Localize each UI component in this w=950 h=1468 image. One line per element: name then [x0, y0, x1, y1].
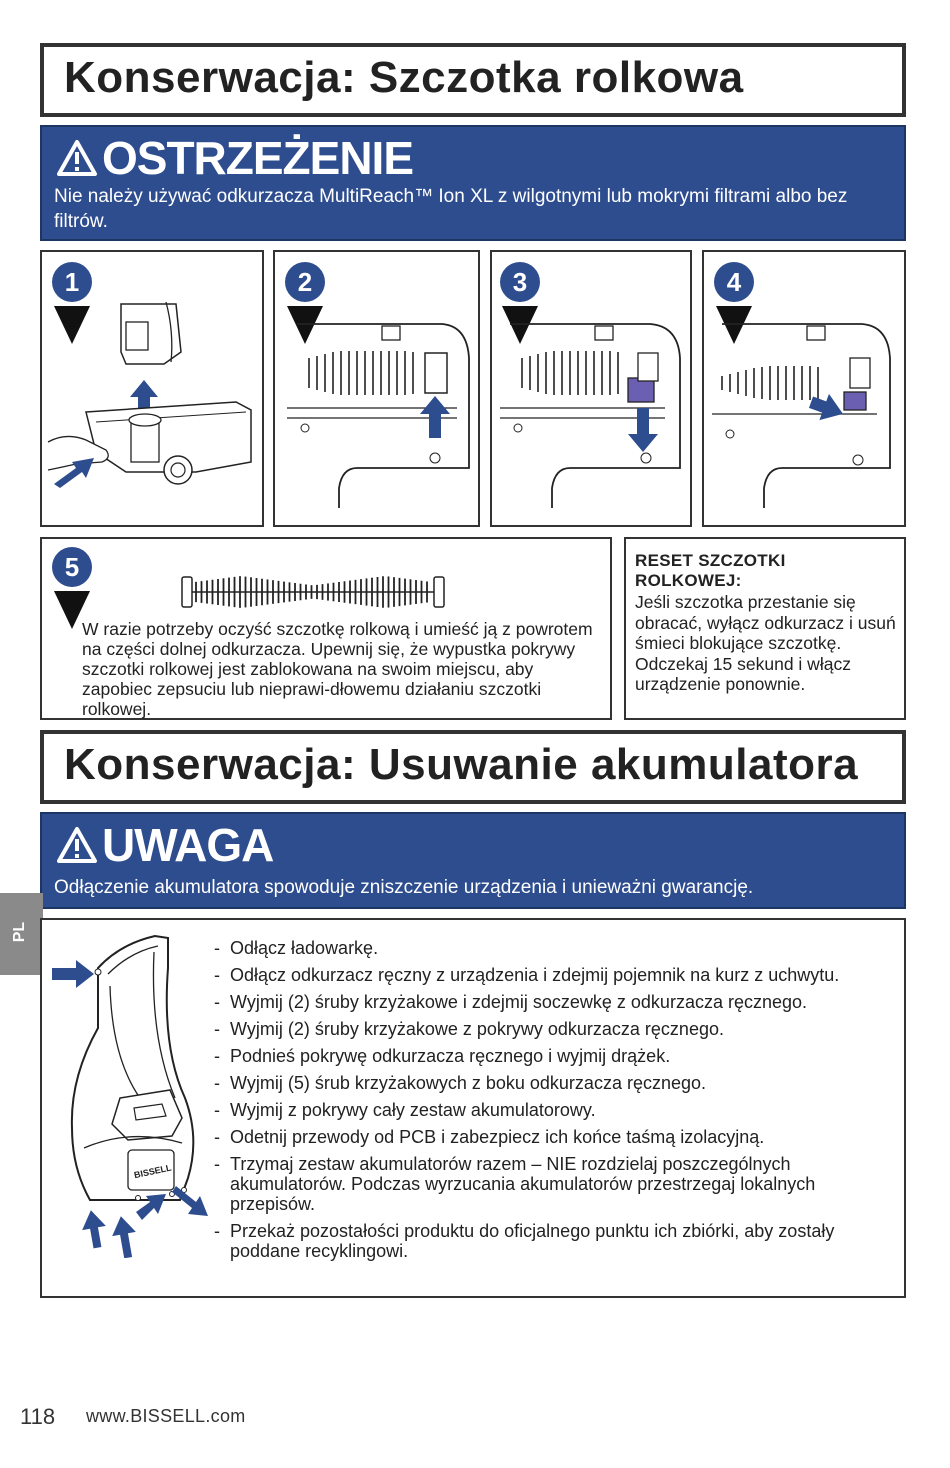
step-2-panel	[273, 250, 480, 527]
section1-title: Konserwacja: Szczotka rolkowa	[64, 53, 744, 102]
reset-heading: RESET SZCZOTKI ROLKOWEJ:	[635, 551, 786, 590]
battery-removal-panel	[40, 918, 906, 1298]
step-2-number: 2	[285, 262, 325, 302]
device-logo: BISSELL	[133, 1162, 173, 1181]
language-side-tab	[0, 893, 43, 975]
caution-heading-text: UWAGA	[102, 819, 274, 871]
instruction-item: - Odetnij przewody od PCB i zabezpiecz ich końce taśmą izolacyjną.	[214, 1127, 904, 1147]
footer-website: www.BISSELL.com	[86, 1406, 246, 1426]
battery-removal-steps	[214, 938, 904, 1268]
step-1-number: 1	[52, 262, 92, 302]
step-4-panel	[702, 250, 906, 527]
brushroll-illustration	[178, 569, 448, 615]
page-number: 118	[20, 1404, 56, 1429]
caution-text: Odłączenie akumulatora spowoduje zniszczenie urządzenia i unieważni gwarancję.	[54, 877, 754, 898]
instruction-item: - Wyjmij (2) śruby krzyżakowe z pokrywy odkurzacza ręcznego.	[214, 1019, 904, 1039]
step-1-illustration	[46, 292, 260, 522]
section1-title-box	[40, 43, 906, 117]
caution-heading	[56, 818, 273, 872]
reset-box	[624, 537, 906, 720]
step-3-number: 3	[500, 262, 540, 302]
warning-text: Nie należy używać odkurzacza MultiReach™ Ion XL z wilgotnymi lub mokrymi filtrami albo bez filtrów.	[54, 186, 848, 232]
instruction-item: - Wyjmij z pokrywy cały zestaw akumulatorowy.	[214, 1100, 904, 1120]
warning-triangle-icon	[56, 139, 98, 177]
step-5-number: 5	[52, 547, 92, 587]
section2-title: Konserwacja: Usuwanie akumulatora	[64, 740, 859, 789]
warning-heading-text: OSTRZEŻENIE	[102, 132, 414, 184]
handheld-vacuum-illustration	[50, 928, 220, 1258]
caution-box	[40, 812, 906, 909]
step-5-panel	[40, 537, 612, 720]
section2-title-box	[40, 730, 906, 804]
step-5-text: W razie potrzeby oczyść szczotkę rolkową i umieść ją z powrotem na części dolnej odkurzacza. Upewnij się, że wypustka pokrywy szczotki rolkowej jest zablokowana na swoim miejscu, aby zapobiec zepsuciu lub nieprawi-dłowemu działaniu szczotki rolkowej.	[82, 619, 593, 719]
instruction-item: - Odłącz odkurzacz ręczny z urządzenia i zdejmij pojemnik na kurz z uchwytu.	[214, 965, 904, 985]
instruction-item: - Odłącz ładowarkę.	[214, 938, 904, 958]
step-1-panel	[40, 250, 264, 527]
warning-heading	[56, 131, 413, 185]
step-4-number: 4	[714, 262, 754, 302]
step-2-illustration	[287, 318, 477, 508]
step-3-illustration	[500, 318, 690, 508]
instruction-item: - Przekaż pozostałości produktu do oficjalnego punktu ich zbiórki, aby zostały poddane recyklingowi.	[214, 1221, 904, 1261]
instruction-item: - Wyjmij (5) śrub krzyżakowych z boku odkurzacza ręcznego.	[214, 1073, 904, 1093]
instruction-item: - Wyjmij (2) śruby krzyżakowe i zdejmij soczewkę z odkurzacza ręcznego.	[214, 992, 904, 1012]
step-4-illustration	[712, 318, 902, 508]
warning-triangle-icon	[56, 826, 98, 864]
instruction-item: - Podnieś pokrywę odkurzacza ręcznego i wyjmij drążek.	[214, 1046, 904, 1066]
instruction-item: - Trzymaj zestaw akumulatorów razem – NIE rozdzielaj poszczególnych akumulatorów. Podczas wyrzucania akumulatorów przestrzegaj lokalnych przepisów.	[214, 1154, 904, 1214]
reset-text: Jeśli szczotka przestanie się obracać, wyłącz odkurzacz i usuń śmieci blokujące szczotkę. Odczekaj 15 sekund i włącz urządzenie ponownie.	[635, 592, 896, 694]
warning-box	[40, 125, 906, 241]
language-tab-label: PL	[11, 921, 28, 943]
step-3-panel	[490, 250, 692, 527]
